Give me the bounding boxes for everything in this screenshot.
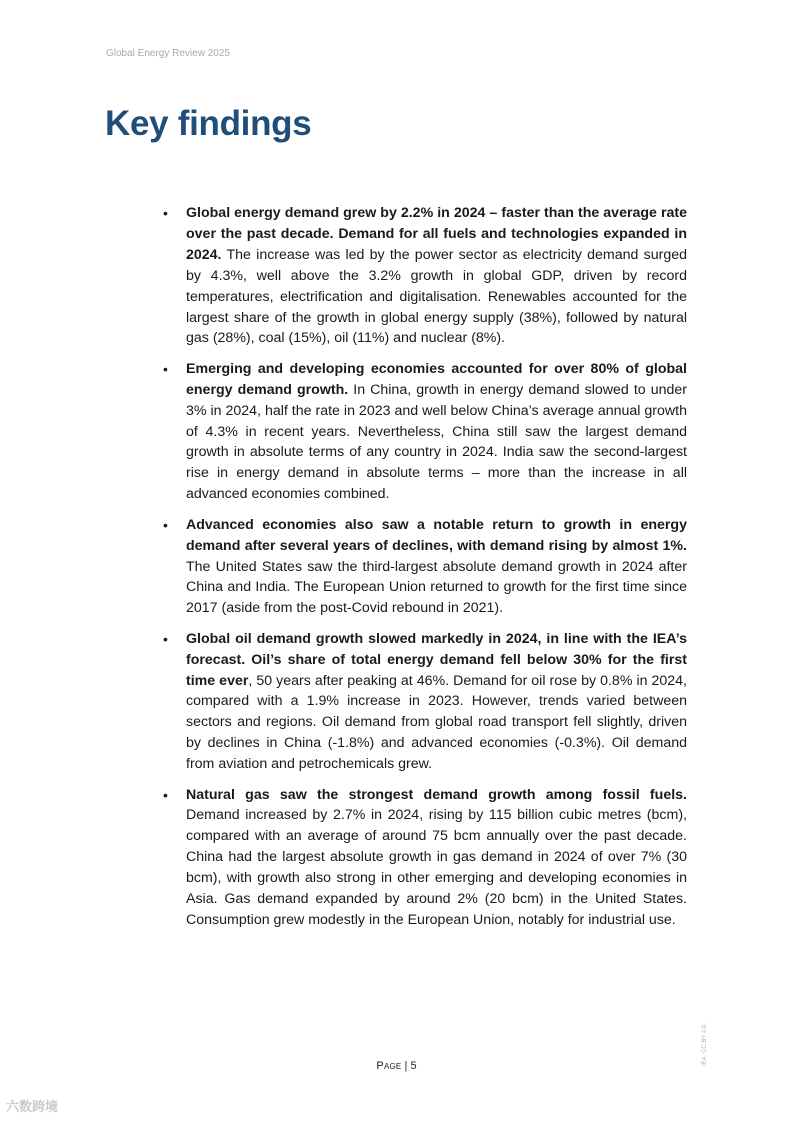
report-header: Global Energy Review 2025 <box>106 48 230 59</box>
finding-lead: Global oil demand growth slowed markedly in 2024, in line with the IEA’s forecast. Oil’s share of total energy demand fell below 30% for the first time ever <box>186 630 687 689</box>
watermark: 六数跨境 <box>6 1099 59 1114</box>
finding-lead: Global energy demand grew by 2.2% in 2024 – faster than the average rate over the past decade. Demand for all fuels and technologies expanded in 2024. <box>186 205 687 263</box>
page-number: 5 <box>410 1060 417 1072</box>
finding-item <box>186 203 687 349</box>
finding-body: In China, growth in energy demand slowed to under 3% in 2024, half the rate in 2023 and well below China’s average annual growth of 4.3% in recent years. Nevertheless, China still saw the largest demand growth in absolute terms of any country in 2024. India saw the second-largest rise in energy demand in absolute terms – more than the increase in all advanced economies combined. <box>186 381 687 503</box>
finding-item <box>186 359 687 505</box>
license-text: IEA. CC BY 4.0. <box>702 1023 708 1066</box>
page-footer <box>0 1060 793 1072</box>
finding-body: , 50 years after peaking at 46%. Demand for oil rose by 0.8% in 2024, compared with a 1.9% increase in 2023. However, trends varied between sectors and regions. Oil demand from global road transport fell slightly, driven by declines in China (-1.8%) and advanced economies (-0.3%). Oil demand from aviation and petrochemicals grew. <box>186 672 687 773</box>
finding-item <box>186 629 687 775</box>
page-label: Page <box>376 1060 402 1072</box>
finding-lead: Advanced economies also saw a notable return to growth in energy demand after several years of declines, with demand rising by almost 1%. <box>186 516 687 554</box>
page-title: Key findings <box>105 104 312 143</box>
finding-lead: Natural gas saw the strongest demand growth among fossil fuels. <box>186 786 687 803</box>
findings-list <box>186 203 687 940</box>
finding-body: The United States saw the third-largest absolute demand growth in 2024 after China and India. The European Union returned to growth for the first time since 2017 (aside from the post-Covid rebound in 2021). <box>186 558 687 617</box>
finding-body: Demand increased by 2.7% in 2024, rising by 115 billion cubic metres (bcm), compared with an average of around 75 bcm annually over the past decade. China had the largest absolute growth in gas demand in 2024 of over 7% (30 bcm), with growth also strong in other emerging and developing economies in Asia. Gas demand expanded by around 2% (20 bcm) in the United States. Consumption grew modestly in the European Union, notably for industrial use. <box>186 807 687 928</box>
finding-body: The increase was led by the power sector as electricity demand surged by 4.3%, well above the 3.2% growth in global GDP, driven by record temperatures, electrification and digitalisation. Renewables accounted for the largest share of the growth in global energy supply (38%), followed by natural gas (28%), coal (15%), oil (11%) and nuclear (8%). <box>186 246 687 347</box>
page-separator: | <box>401 1060 411 1072</box>
license-note <box>700 1016 714 1071</box>
finding-item <box>186 785 687 931</box>
finding-item <box>186 515 687 620</box>
finding-lead: Emerging and developing economies accounted for over 80% of global energy demand growth. <box>186 360 687 398</box>
